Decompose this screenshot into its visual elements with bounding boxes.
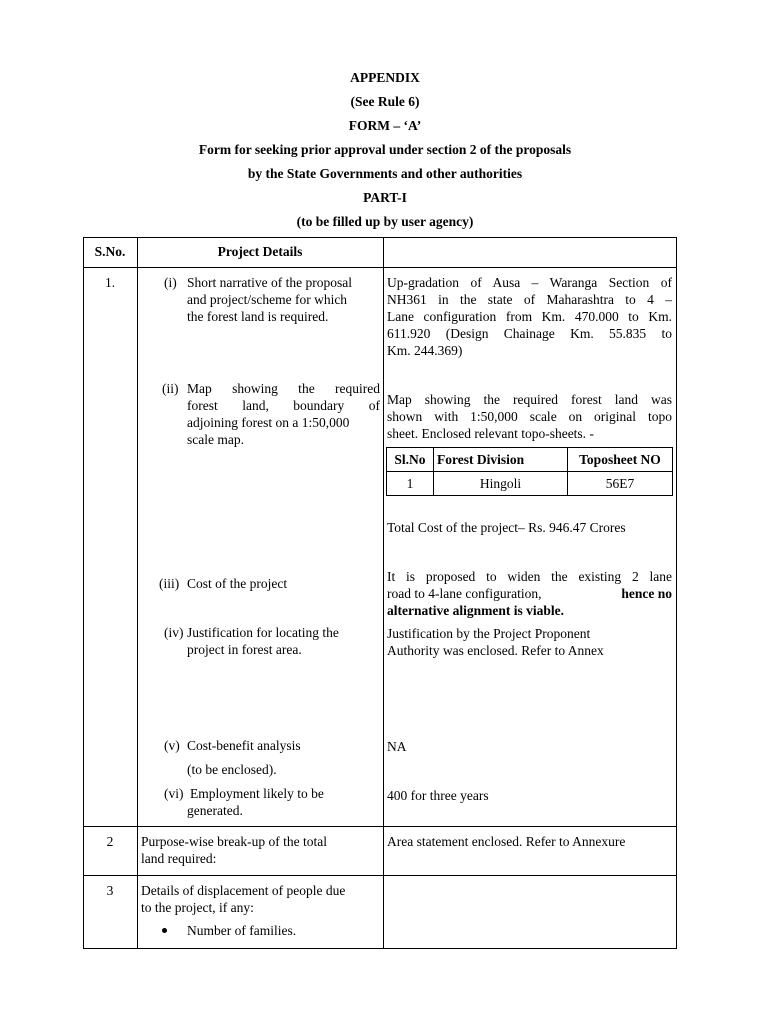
item-iii-label-line1: Cost of the project [187, 576, 288, 591]
part-subtitle: (to be filled up by user agency) [296, 214, 474, 229]
item-iii-value-line2: road to 4-lane configuration, [387, 586, 542, 601]
form-title: FORM – ‘A’ [348, 118, 422, 133]
row-2-value: Area statement enclosed. Refer to Annexure [387, 834, 626, 849]
item-iv-label-line1: Justification for locating the [187, 625, 339, 640]
table-row [387, 472, 673, 496]
item-iii-prefix: (iii) [159, 576, 180, 591]
item-vi-label-line2: generated. [187, 803, 243, 818]
item-v-label-line2: (to be enclosed). [187, 762, 277, 777]
item-ii-label-line2: forest land, boundary of [187, 398, 380, 413]
row-3-label-line1: Details of displacement of people due [141, 883, 346, 898]
item-i-value-line2: NH361 in the state of Maharashtra to 4 – [387, 292, 672, 307]
item-i-value-line3: Lane configuration from Km. 470.000 to Km. [387, 309, 672, 324]
column-header-project-details: Project Details [217, 244, 303, 259]
cell-toposheet-no: 56E7 [568, 472, 673, 496]
item-vi-value: 400 for three years [387, 788, 489, 803]
item-i-label-line1: Short narrative of the proposal [187, 275, 352, 290]
row-3-sno: 3 [106, 883, 114, 898]
total-cost: Total Cost of the project– Rs. 946.47 Crores [387, 520, 626, 535]
item-iv-value-line1: Justification by the Project Proponent [387, 626, 591, 641]
item-iii-value-bold-line: alternative alignment is viable. [387, 603, 564, 618]
bullet-icon [162, 928, 167, 933]
rule-reference: (See Rule 6) [350, 94, 420, 109]
cell-forest-division: Hingoli [434, 472, 568, 496]
item-i-label-line2: and project/scheme for which [187, 292, 348, 307]
item-iv-prefix: (iv) [164, 625, 184, 640]
item-i-value-line4: 611.920 (Design Chainage Km. 55.835 to [387, 326, 672, 341]
item-v-label-line1: Cost-benefit analysis [187, 738, 301, 753]
item-ii-label-line3: adjoining forest on a 1:50,000 [187, 415, 350, 430]
item-vi-label-line1: Employment likely to be [190, 786, 324, 801]
item-iii-value-bold-inline: hence no [621, 586, 672, 601]
item-i-value-line5: Km. 244.369) [387, 343, 463, 358]
item-i-label-line3: the forest land is required. [187, 309, 329, 324]
item-vi-prefix: (vi) [164, 786, 184, 801]
item-iv-value-line2: Authority was enclosed. Refer to Annex [387, 643, 604, 658]
row-1-sno: 1. [104, 275, 116, 290]
row-3-bullet-text: Number of families. [187, 923, 297, 938]
header-slno: Sl.No [387, 448, 434, 472]
row-2-label-line1: Purpose-wise break-up of the total [141, 834, 327, 849]
forest-division-table [386, 447, 673, 496]
item-iii-value-line1: It is proposed to widen the existing 2 lane [387, 569, 672, 584]
item-v-prefix: (v) [164, 738, 180, 753]
part-title: PART-I [363, 190, 407, 205]
item-ii-prefix: (ii) [162, 381, 179, 396]
form-description-line1: Form for seeking prior approval under section 2 of the proposals [198, 142, 572, 157]
item-ii-value-line2: shown with 1:50,000 scale on original topo [387, 409, 672, 424]
forest-division-table-header [387, 448, 673, 472]
column-header-sno: S.No. [94, 244, 126, 259]
item-ii-label-line1: Map showing the required [187, 381, 380, 396]
row-3-label-line2: to the project, if any: [141, 900, 254, 915]
cell-slno: 1 [387, 472, 434, 496]
item-ii-label-line4: scale map. [187, 432, 244, 447]
item-ii-value-line1: Map showing the required forest land was [387, 392, 672, 407]
row-2-label-line2: land required: [141, 851, 217, 866]
header-forest-division: Forest Division [434, 448, 568, 472]
item-i-value-line1: Up-gradation of Ausa – Waranga Section of [387, 275, 672, 290]
form-description-line2: by the State Governments and other authorities [247, 166, 523, 181]
item-i-prefix: (i) [164, 275, 177, 290]
row-2-sno: 2 [106, 834, 114, 849]
item-ii-value-line3: sheet. Enclosed relevant topo-sheets. - [387, 426, 594, 441]
item-iv-label-line2: project in forest area. [187, 642, 302, 657]
header-toposheet-no: Toposheet NO [568, 448, 673, 472]
item-v-value: NA [387, 739, 407, 754]
appendix-title: APPENDIX [350, 70, 420, 85]
